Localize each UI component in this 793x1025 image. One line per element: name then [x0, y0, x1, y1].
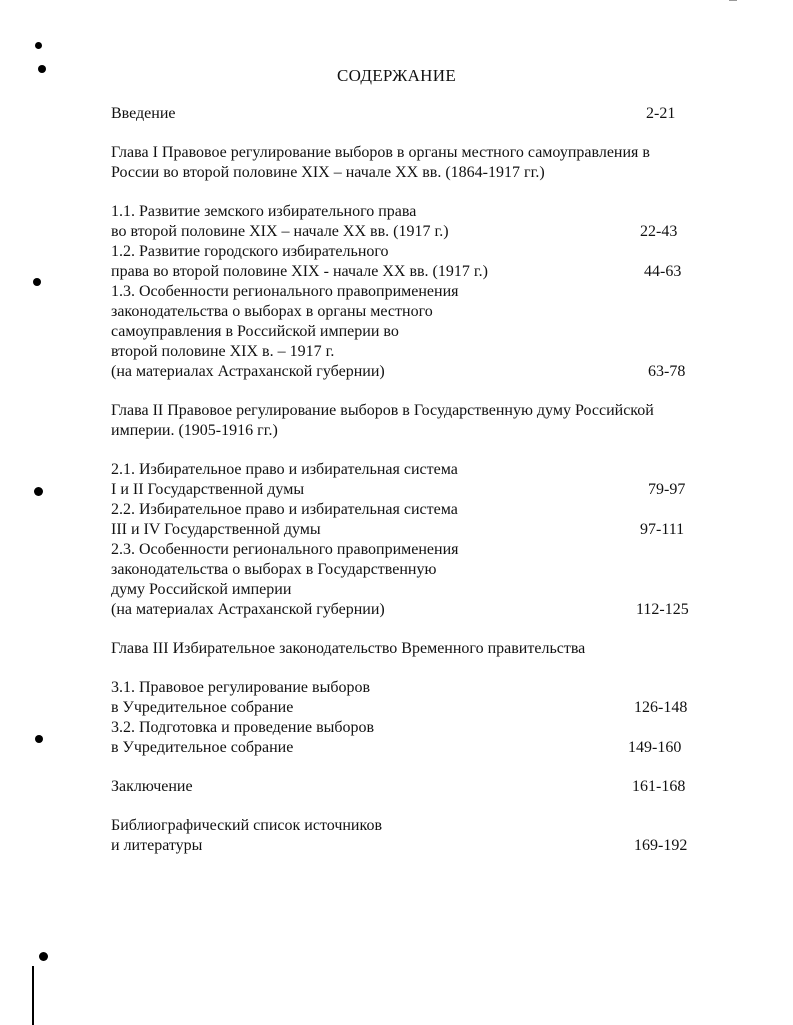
chapter-heading-line: Глава III Избирательное законодательство Временного правительства — [111, 640, 586, 657]
toc-entry-label: в Учредительное собрание — [111, 739, 294, 756]
toc-entry-line: 1.2. Развитие городского избирательного — [111, 243, 389, 260]
toc-page-number: 2-21 — [646, 105, 676, 122]
chapter-heading-line: Глава II Правовое регулирование выборов в Государственную думу Российской — [111, 402, 654, 419]
toc-entry-line: 2.3. Особенности регионального правоприменения — [111, 541, 459, 558]
page-title: СОДЕРЖАНИЕ — [336, 66, 457, 85]
toc-entry-line: второй половине XIX в. – 1917 г. — [111, 343, 335, 360]
toc-entry-line: 1.1. Развитие земского избирательного права — [111, 203, 417, 220]
toc-entry-line: думу Российской империи — [111, 581, 292, 598]
scan-mark — [729, 0, 737, 1]
toc-entry-label: Заключение — [111, 778, 193, 795]
margin-dot — [35, 42, 42, 49]
toc-entry-line: законодательства о выборах в органы местного — [111, 303, 433, 320]
chapter-heading — [111, 143, 731, 183]
toc-entry-label: III и IV Государственной думы — [111, 521, 321, 538]
toc-entry-line — [111, 520, 731, 540]
toc-entry-conclusion — [111, 777, 731, 797]
toc-entry-line — [111, 698, 731, 718]
toc-entry-label: (на материалах Астраханской губернии) — [111, 363, 385, 380]
margin-dot — [33, 278, 41, 286]
chapter-heading-line: России во второй половине XIX – начале XX вв. (1864-1917 гг.) — [111, 164, 545, 181]
table-of-contents — [111, 104, 731, 856]
toc-page-number: 22-43 — [640, 223, 678, 240]
toc-entry-label: I и II Государственной думы — [111, 481, 305, 498]
toc-page-number: 79-97 — [648, 481, 686, 498]
chapter-heading-line: Глава I Правовое регулирование выборов в органы местного самоуправления в — [111, 144, 650, 161]
toc-entry-line: законодательства о выборах в Государственную — [111, 561, 437, 578]
toc-entry-line: 2.2. Избирательное право и избирательная система — [111, 501, 458, 518]
chapter-heading — [111, 401, 731, 441]
toc-entry-label: (на материалах Астраханской губернии) — [111, 601, 385, 618]
margin-dot — [39, 952, 48, 961]
toc-page-number: 63-78 — [648, 363, 686, 380]
toc-page-number: 161-168 — [632, 778, 686, 795]
toc-entry-line — [111, 480, 731, 500]
toc-page-number: 126-148 — [634, 699, 688, 716]
toc-entry-label: во второй половине XIX – начале XX вв. (1917 г.) — [111, 223, 449, 240]
toc-entry-label: Введение — [111, 105, 176, 122]
toc-entry-line — [111, 362, 731, 382]
toc-entry-line: 1.3. Особенности регионального правоприменения — [111, 283, 459, 300]
toc-page-number: 44-63 — [644, 263, 682, 280]
margin-dot — [34, 487, 43, 496]
toc-entry-line: 2.1. Избирательное право и избирательная система — [111, 461, 458, 478]
margin-dot — [35, 735, 43, 743]
toc-entry-line: 3.1. Правовое регулирование выборов — [111, 679, 371, 696]
chapter-heading-line: империи. (1905-1916 гг.) — [111, 422, 278, 439]
toc-entry-line — [111, 600, 731, 620]
toc-entry-label: и литературы — [111, 837, 203, 854]
toc-entry-line — [111, 738, 731, 758]
toc-entry-line — [111, 262, 731, 282]
toc-entry-line: самоуправления в Российской империи во — [111, 323, 399, 340]
toc-page-number: 112-125 — [636, 601, 689, 618]
toc-entry-line — [111, 222, 731, 242]
toc-entry-line: 3.2. Подготовка и проведение выборов — [111, 719, 375, 736]
toc-page-number: 97-111 — [640, 521, 685, 538]
toc-page-number: 169-192 — [634, 837, 688, 854]
toc-entry-line — [111, 836, 731, 856]
toc-entry-intro — [111, 104, 731, 124]
toc-entry-label: права во второй половине XIX - начале XX вв. (1917 г.) — [111, 263, 488, 280]
toc-entry-line: Библиографический список источников — [111, 817, 382, 834]
toc-page-number: 149-160 — [628, 739, 682, 756]
toc-entry-label: в Учредительное собрание — [111, 699, 294, 716]
margin-line — [32, 966, 34, 1025]
